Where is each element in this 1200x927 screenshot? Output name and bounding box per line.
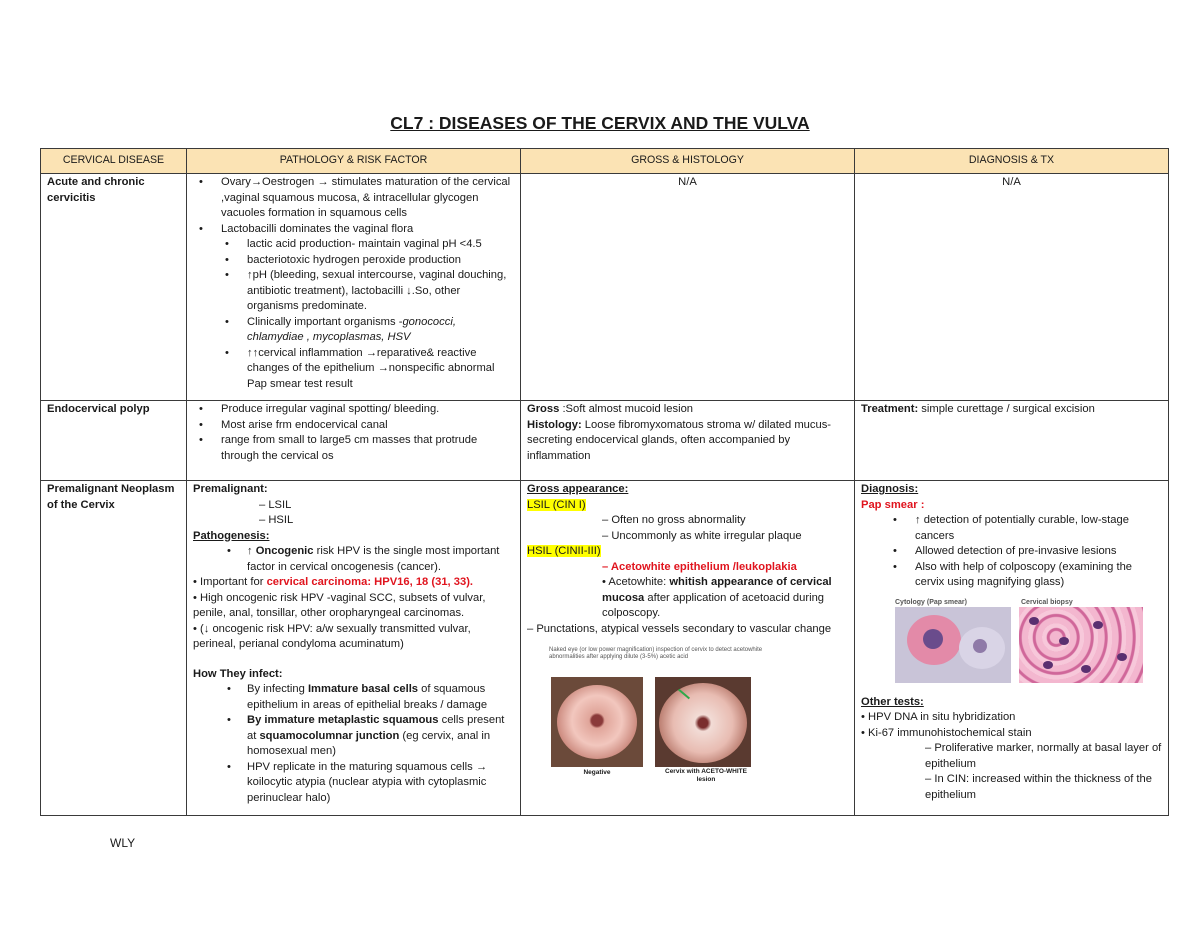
gross-label: Gross (527, 403, 560, 415)
hpv-types-text: cervical carcinoma: HPV16, 18 (31, 33). (266, 576, 474, 588)
hsil-item: – HSIL (259, 514, 294, 526)
table-row (41, 174, 1169, 401)
low-risk-line: • (↓ oncogenic risk HPV: a/w sexually transmitted vulvar, perineal, perianal condyloma acuminatum) (193, 622, 471, 650)
cytology-label: Cytology (Pap smear) (895, 598, 967, 606)
hsil-label: HSIL (CINII-III) (527, 545, 601, 557)
pathogenesis-label: Pathogenesis: (193, 529, 270, 542)
histology-figure (861, 595, 1162, 695)
infect-bold: Immature basal cells (307, 683, 419, 695)
gross-cell: N/A (521, 174, 855, 401)
gross-appearance-label: Gross appearance: (527, 483, 629, 495)
organisms-label: Clinically important organisms - (247, 315, 403, 328)
diagnosis-cell (855, 481, 1169, 816)
diagnosis-cell (855, 401, 1169, 481)
lsil-point: – Often no gross abnormality (602, 514, 746, 526)
list-item: • ↑↑cervical inflammation →reparative& reactive changes of the epithelium →nonspecific abnormal Pap smear test result (193, 346, 514, 393)
table-row (41, 401, 1169, 481)
organisms-list: gonococci, chlamydiae , mycoplasmas, HSV (247, 315, 456, 343)
diagnosis-label: Diagnosis: (861, 483, 919, 495)
list-item: • lactic acid production- maintain vaginal pH <4.5 (193, 237, 514, 253)
list-item: • ↑ detection of potentially curable, low-stage cancers (861, 513, 1162, 544)
list-item: • Produce irregular vaginal spotting/ bleeding. (193, 402, 514, 418)
acetowhite-cervix-image (655, 677, 751, 767)
header-gross-histology: GROSS & HISTOLOGY (521, 149, 855, 174)
header-diagnosis: DIAGNOSIS & TX (855, 149, 1169, 174)
pap-smear-image (895, 607, 1011, 683)
disease-name: Endocervical polyp (41, 401, 187, 481)
header-pathology: PATHOLOGY & RISK FACTOR (187, 149, 521, 174)
pathology-cell (187, 481, 521, 816)
pathogenesis-text: risk HPV is the single most important factor in cervical oncogenesis (cancer). (247, 545, 500, 573)
footer-initials: WLY (110, 836, 136, 850)
list-item (193, 544, 514, 575)
high-risk-line: • High oncogenic risk HPV -vaginal SCC, subsets of vulvar, penile, anal, tonsillar, other oropharyngeal carcinomas. (193, 591, 486, 619)
gross-cell (521, 401, 855, 481)
punctations-line: – Punctations, atypical vessels secondary to vascular change (527, 622, 832, 635)
test-item: • HPV DNA in situ hybridization (861, 711, 1016, 723)
diseases-table (40, 148, 1169, 816)
colposcopy-figure (539, 647, 819, 787)
pathology-cell (187, 401, 521, 481)
lsil-point: – Uncommonly as white irregular plaque (602, 529, 802, 542)
important-text: • Important for (193, 576, 267, 588)
lsil-label: LSIL (CIN I) (527, 498, 586, 511)
list-item: • Most arise frm endocervical canal (193, 418, 514, 434)
test-item: • Ki-67 immunohistochemical stain (861, 726, 1032, 739)
page-title: CL7 : DISEASES OF THE CERVIX AND THE VULVA (390, 113, 810, 133)
header-cervical-disease: CERVICAL DISEASE (41, 149, 187, 174)
list-item: • bacteriotoxic hydrogen peroxide production (193, 253, 514, 269)
list-item: • Also with help of colposcopy (examining the cervix using magnifying glass) (861, 560, 1162, 591)
histology-text: Loose fibromyxomatous stroma w/ dilated mucus-secreting endocervical glands, often accompanied by inflammation (527, 418, 832, 462)
treatment-text: simple curettage / surgical excision (918, 403, 1095, 415)
negative-cervix-image (551, 677, 643, 767)
aceto-text: after application of acetoacid during colposcopy. (602, 591, 825, 619)
important-line (193, 575, 514, 591)
arrow-text: ↑ (247, 545, 256, 557)
negative-label: Negative (583, 769, 611, 776)
infect-text: of squamous epithelium in areas of epithelial breaks / damage (247, 683, 488, 711)
oncogenic-text: Oncogenic (255, 545, 314, 557)
premalignant-label: Premalignant: (193, 483, 268, 495)
table-row (41, 481, 1169, 816)
list-item: • Ovary→Oestrogen → stimulates maturation of the cervical ,vaginal squamous mucosa, & intracellular glycogen vacuoles formation in squamous cells (193, 175, 514, 222)
test-subitem: – Proliferative marker, normally at basal layer of epithelium (925, 742, 1162, 770)
list-item (193, 315, 514, 346)
disease-name: Acute and chronic cervicitis (41, 174, 187, 401)
gross-cell (521, 481, 855, 816)
acetowhite-line (527, 575, 848, 622)
histology-label: Histology: (527, 418, 582, 431)
infect-bold: By immature metaplastic squamous (247, 714, 439, 726)
infect-text: cells present at (247, 714, 505, 742)
list-item: • Lactobacilli dominates the vaginal flora (193, 222, 514, 238)
list-item (193, 713, 514, 760)
disease-name: Premalignant Neoplasm of the Cervix (41, 481, 187, 816)
lsil-item: – LSIL (259, 498, 292, 511)
biopsy-image (1019, 607, 1143, 683)
aceto-text: • Acetowhite: (602, 576, 670, 588)
how-infect-label: How They infect: (193, 667, 283, 680)
pap-smear-label: Pap smear : (861, 498, 925, 511)
gross-text: :Soft almost mucoid lesion (559, 403, 694, 415)
list-item: • Allowed detection of pre-invasive lesions (861, 544, 1162, 560)
list-item: • HPV replicate in the maturing squamous cells → koilocytic atypia (nuclear atypia with cytoplasmic perinuclear halo) (193, 760, 514, 807)
diagnosis-cell: N/A (855, 174, 1169, 401)
infect-bold: squamocolumnar junction (259, 729, 400, 742)
list-item (193, 682, 514, 713)
list-item: • ↑pH (bleeding, sexual intercourse, vaginal douching, antibiotic treatment), lactobacilli ↓.So, other organisms predominate. (193, 268, 514, 315)
figure-caption: Naked eye (or low power magnification) inspection of cervix to detect acetowhite abnormalities after applying dilute (3-5%) acetic acid (549, 647, 763, 660)
treatment-label: Treatment: (861, 403, 919, 415)
other-tests-label: Other tests: (861, 695, 924, 708)
biopsy-label: Cervical biopsy (1021, 598, 1073, 606)
table-header-row (41, 149, 1169, 174)
acetowhite-label: Cervix with ACETO-WHITE lesion (665, 768, 747, 783)
infect-text: (eg cervix, anal in homosexual men) (247, 729, 491, 757)
hsil-point: – Acetowhite epithelium /leukoplakia (602, 560, 797, 573)
test-subitem: – In CIN: increased within the thickness of the epithelium (925, 773, 1152, 801)
list-item: • range from small to large5 cm masses that protrude through the cervical os (193, 433, 514, 464)
pathology-cell (187, 174, 521, 401)
aceto-bold: whitish appearance of cervical mucosa (602, 576, 832, 604)
infect-text: By infecting (247, 683, 308, 695)
